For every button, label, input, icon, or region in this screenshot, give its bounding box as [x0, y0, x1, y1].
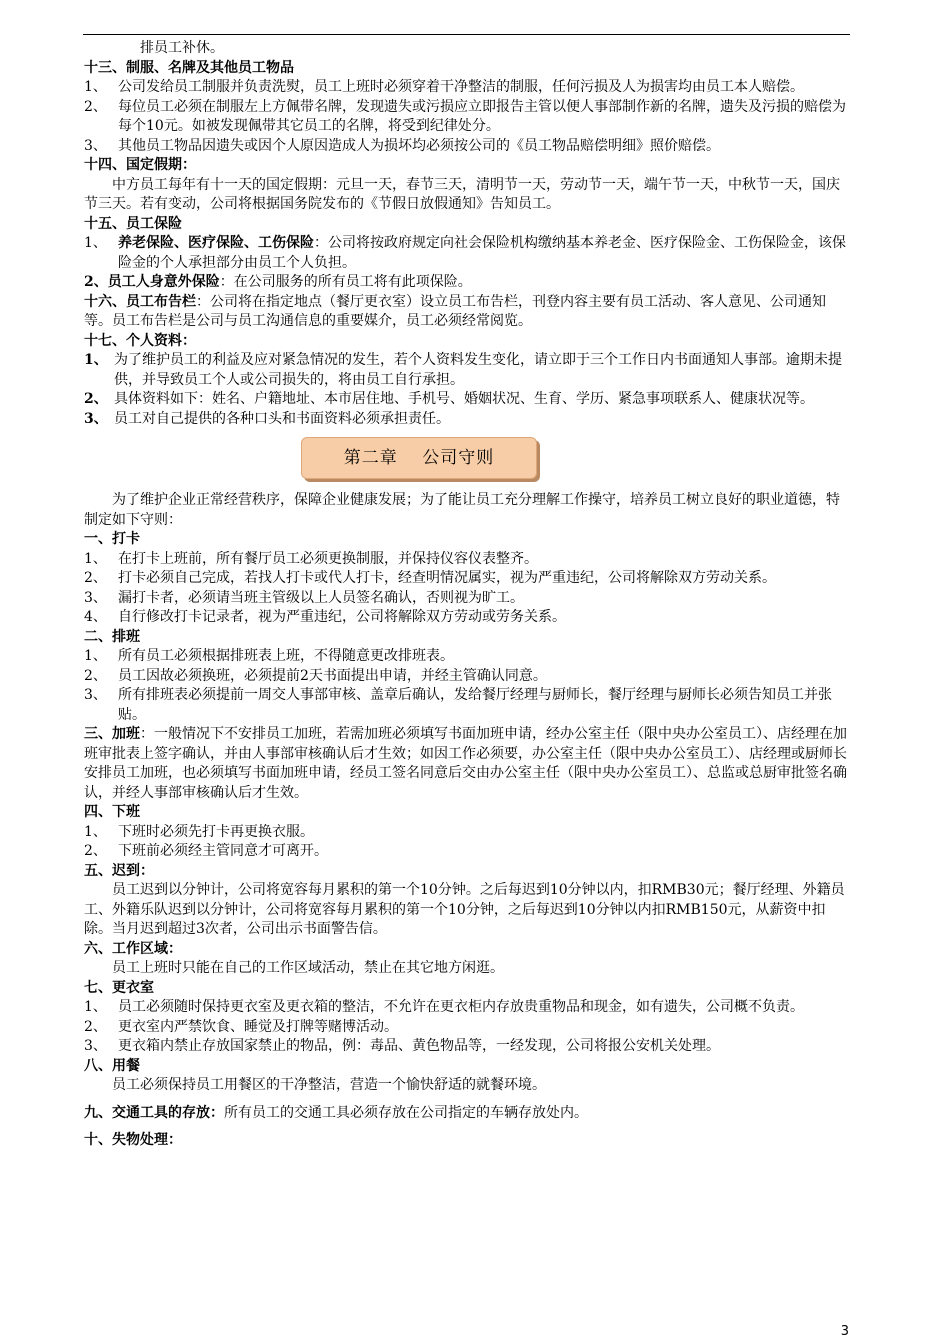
item-number: 2、	[84, 667, 107, 684]
item-number: 2、	[84, 570, 107, 586]
rule-3-heading: 三、加班	[84, 726, 140, 742]
page-content	[84, 39, 852, 1151]
list-item	[84, 351, 852, 390]
item-number: 1、	[84, 999, 107, 1015]
rule-3-text: ：一般情况下不安排员工加班，若需加班必须填写书面加班申请，经办公室主任（限中央办公室员工）、店经理在加班审批表上签字确认，并由人事部审核确认后才生效；如因工作必须要，办公室主任（限中央办公室员工）、店经理或厨师长安排员工加班，也必须填写书面加班申请，经员工签名同意后交由办公室主任（限中央办公室员工）、总监或总厨审批签名确认，并经人事部审核确认后才生效。	[84, 726, 847, 801]
rule-8-heading: 八、用餐	[84, 1057, 140, 1074]
item-number: 1、	[84, 823, 107, 840]
list-item	[84, 273, 852, 293]
item-text: 打卡必须自己完成，若找人打卡或代人打卡，经查明情况属实，视为严重违纪，公司将解除双方劳动关系。	[118, 570, 776, 586]
item-text: ：公司将按政府规定向社会保险机构缴纳基本养老金、医疗保险金、工伤保险金，该保险金的个人承担部分由员工个人负担。	[118, 235, 846, 271]
list-item	[84, 686, 852, 725]
section-14-text: 中方员工每年有十一天的国定假期：元旦一天，春节三天，清明节一天，劳动节一天，端午节一天，中秋节一天，国庆节三天。若有变动，公司将根据国务院发布的《节假日放假通知》告知员工。	[84, 176, 840, 212]
item-text: 下班时必须先打卡再更换衣服。	[118, 823, 314, 840]
item-number: 2、	[84, 391, 108, 407]
item-number: 1、	[84, 352, 108, 368]
list-item	[84, 390, 852, 410]
chapter-intro: 为了维护企业正常经营秩序，保障企业健康发展；为了能让员工充分理解工作操守，培养员工树立良好的职业道德，特制定如下守则：	[84, 492, 840, 528]
list-item	[84, 998, 852, 1018]
list-item	[84, 550, 852, 570]
item-number: 3、	[84, 137, 107, 154]
list-item	[84, 842, 852, 862]
rule-6-heading: 六、工作区域：	[84, 940, 182, 957]
rule-3-paragraph	[84, 725, 852, 803]
item-number: 3、	[84, 1038, 107, 1054]
item-text: 员工必须随时保持更衣室及更衣箱的整洁，不允许在更衣柜内存放贵重物品和现金，如有遗失，公司概不负责。	[118, 999, 804, 1015]
rule-9-text: 所有员工的交通工具必须存放在公司指定的车辆存放处内。	[224, 1104, 588, 1121]
item-text: 为了维护员工的利益及应对紧急情况的发生，若个人资料发生变化，请立即于三个工作日内书面通知人事部。逾期未提供，并导致员工个人或公司损失的，将由员工自行承担。	[114, 352, 842, 388]
item-text: 自行修改打卡记录者，视为严重违纪，公司将解除双方劳动或劳务关系。	[118, 609, 566, 625]
rule-7-heading: 七、更衣室	[84, 979, 154, 996]
section-17-heading: 十七、个人资料：	[84, 332, 196, 349]
section-13-heading: 十三、制服、名牌及其他员工物品	[84, 59, 294, 76]
list-item	[84, 98, 852, 137]
item-text: 所有员工必须根据排班表上班，不得随意更改排班表。	[118, 648, 454, 664]
item-number: 2、	[84, 98, 107, 115]
item-text: 员工因故必须换班，必须提前2天书面提出申请，并经主管确认同意。	[118, 667, 547, 684]
page-number: 3	[840, 1324, 849, 1339]
rule-9-paragraph	[84, 1104, 852, 1124]
chapter-banner-wrap	[84, 429, 852, 491]
list-item	[84, 78, 852, 98]
item-number: 3、	[84, 687, 107, 703]
rule-5-text: 员工迟到以分钟计，公司将宽容每月累积的第一个10分钟。之后每迟到10分钟以内，扣RMB30元；餐厅经理、外籍员工、外籍乐队迟到以分钟计，公司将宽容每月累积的第一个10分钟，之后每迟到10分钟以内扣RMB150元，从薪资中扣除。当月迟到超过3次者，公司出示书面警告信。	[84, 882, 845, 937]
rule-8-text: 员工必须保持员工用餐区的干净整洁，营造一个愉快舒适的就餐环境。	[112, 1077, 546, 1093]
item-text: 具体资料如下：姓名、户籍地址、本市居住地、手机号、婚姻状况、生育、学历、紧急事项联系人、健康状况等。	[114, 391, 814, 407]
item-number: 1、	[84, 79, 107, 95]
chapter-2-banner: 第二章 公司守则	[301, 437, 537, 479]
item-text: 员工对自己提供的各种口头和书面资料必须承担责任。	[114, 410, 450, 427]
rule-9-heading: 九、交通工具的存放：	[84, 1104, 224, 1121]
rule-6-text: 员工上班时只能在自己的工作区域活动，禁止在其它地方闲逛。	[112, 960, 504, 976]
list-item	[84, 410, 852, 430]
list-item	[84, 608, 852, 628]
section-16-paragraph	[84, 293, 852, 332]
rule-5-heading: 五、迟到：	[84, 862, 154, 879]
list-item	[84, 137, 852, 157]
rule-4-heading: 四、下班	[84, 804, 140, 820]
item-number: 1、	[84, 235, 107, 251]
list-item	[84, 569, 852, 589]
header-rule	[83, 34, 850, 35]
item-text: ：在公司服务的所有员工将有此项保险。	[219, 274, 472, 290]
item-text: 公司发给员工制服并负责洗熨，员工上班时必须穿着干净整洁的制服，任何污损及人为损害均由员工本人赔偿。	[118, 79, 804, 95]
section-15-heading: 十五、员工保险	[84, 215, 182, 232]
item-text: 漏打卡者，必须请当班主管级以上人员签名确认，否则视为旷工。	[118, 589, 524, 606]
item-number: 1、	[84, 648, 107, 664]
item-text: 所有排班表必须提前一周交人事部审核、盖章后确认，发给餐厅经理与厨师长，餐厅经理与厨师长必须告知员工并张贴。	[118, 687, 832, 723]
item-number: 1、	[84, 550, 107, 567]
item-number: 3、	[84, 589, 107, 606]
list-item	[84, 1018, 852, 1038]
section-16-heading: 十六、员工布告栏	[84, 293, 196, 310]
item-text: 更衣箱内禁止存放国家禁止的物品，例：毒品、黄色物品等，一经发现，公司将报公安机关处理。	[118, 1038, 720, 1054]
list-item	[84, 823, 852, 843]
list-item	[84, 1037, 852, 1057]
item-number: 4、	[84, 609, 107, 625]
item-label: 2、员工人身意外保险	[84, 274, 220, 290]
item-text: 下班前必须经主管同意才可离开。	[118, 843, 328, 859]
rule-1-heading: 一、打卡	[84, 531, 140, 547]
section-16-text: ：公司将在指定地点（餐厅更衣室）设立员工布告栏，刊登内容主要有员工活动、客人意见、公司通知等。员工布告栏是公司与员工沟通信息的重要媒介，员工必须经常阅览。	[84, 293, 826, 329]
list-item	[84, 589, 852, 609]
item-number: 3、	[84, 410, 108, 427]
item-number: 2、	[84, 843, 107, 859]
carryover-text: 排员工补休。	[140, 40, 224, 56]
item-text: 每位员工必须在制服左上方佩带名牌，发现遗失或污损应立即报告主管以便人事部制作新的名牌，遗失及污损的赔偿为每个10元。如被发现佩带其它员工的名牌，将受到纪律处分。	[118, 98, 846, 134]
list-item	[84, 234, 852, 273]
rule-10-heading: 十、失物处理：	[84, 1132, 182, 1148]
item-text: 在打卡上班前，所有餐厅员工必须更换制服，并保持仪容仪表整齐。	[118, 550, 538, 567]
item-text: 更衣室内严禁饮食、睡觉及打牌等赌博活动。	[118, 1018, 398, 1035]
section-14-heading: 十四、国定假期：	[84, 157, 196, 173]
list-item	[84, 667, 852, 687]
item-number: 2、	[84, 1018, 107, 1035]
item-label: 养老保险、医疗保险、工伤保险	[118, 235, 314, 251]
item-text: 其他员工物品因遗失或因个人原因造成人为损坏均必须按公司的《员工物品赔偿明细》照价赔偿。	[118, 137, 720, 154]
list-item	[84, 647, 852, 667]
rule-2-heading: 二、排班	[84, 628, 140, 645]
